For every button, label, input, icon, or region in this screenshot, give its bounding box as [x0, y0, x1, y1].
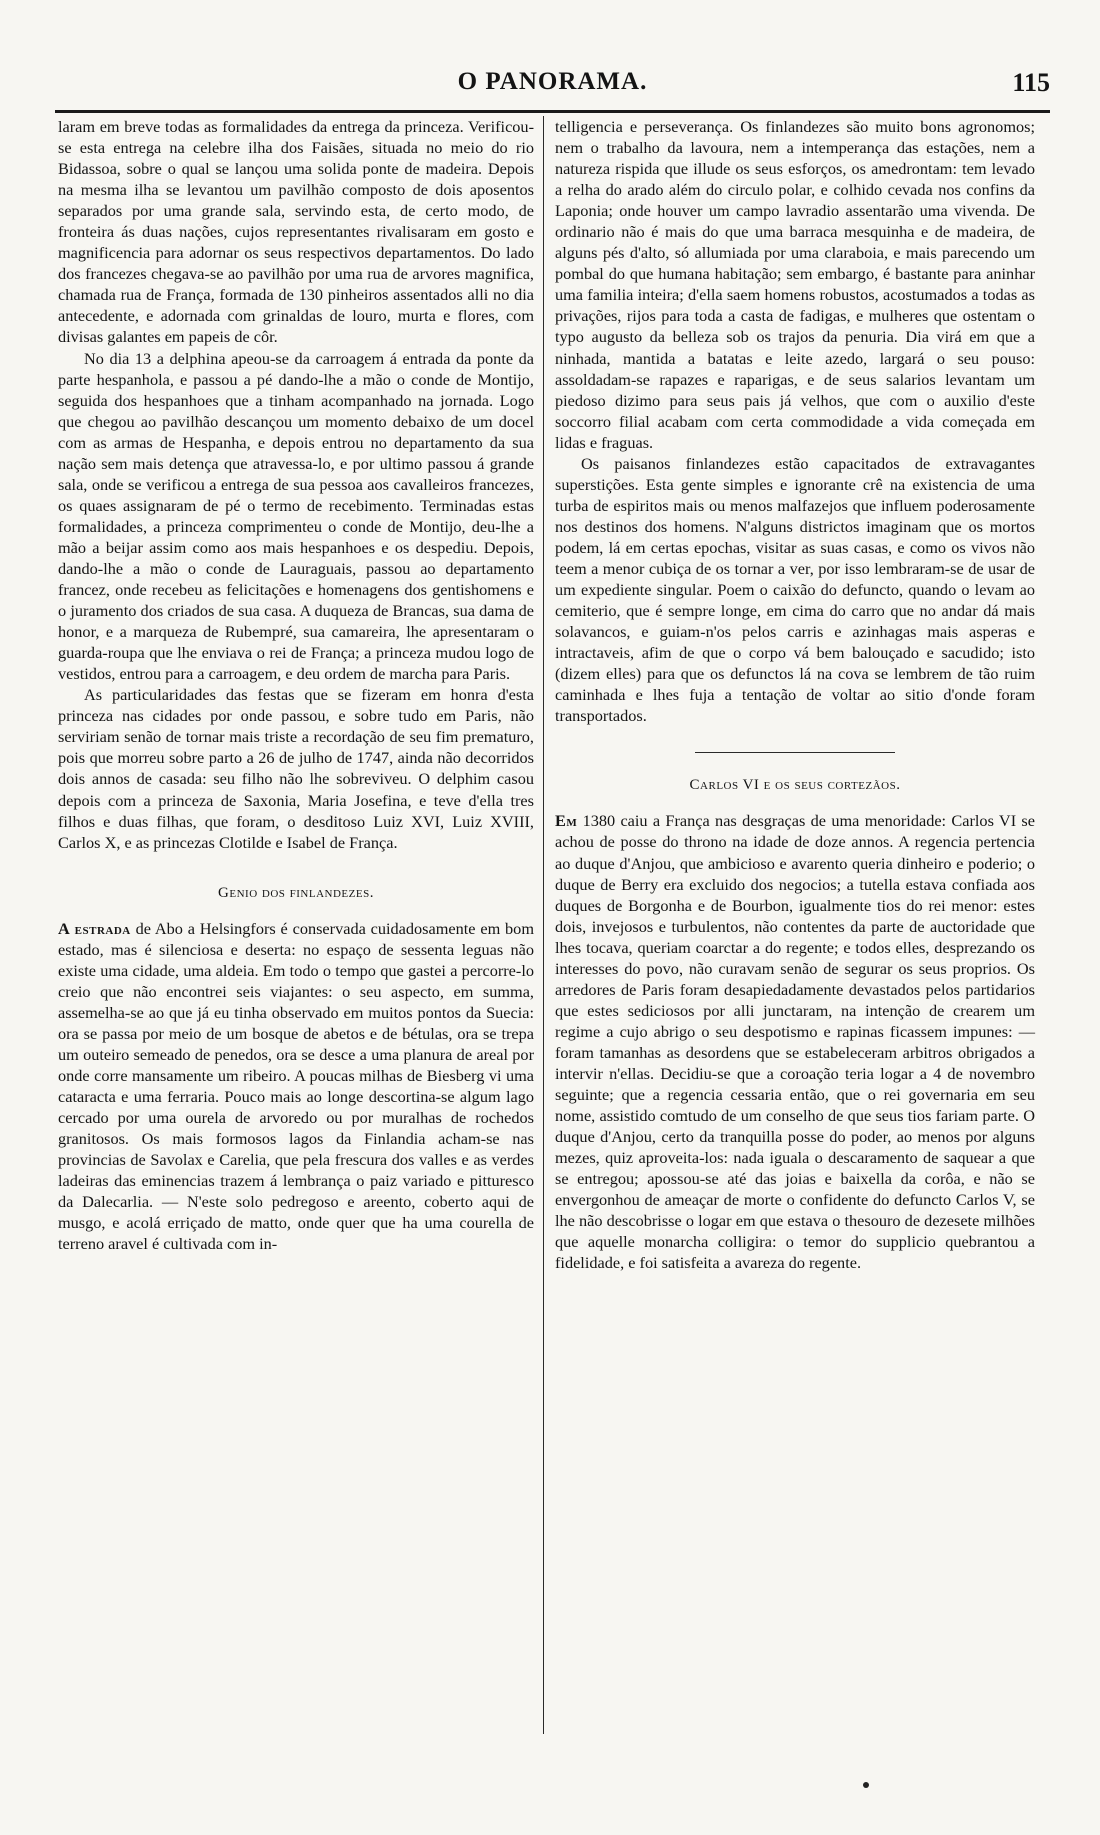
page-title: O PANORAMA.: [457, 68, 648, 95]
header-rule: [55, 110, 1050, 113]
section-heading: [58, 883, 534, 904]
paragraph: [555, 810, 1035, 1273]
running-head: [55, 62, 1050, 102]
paragraph: laram em breve todas as formalidades da entrega da princeza. Verificou-se esta entrega na celebre ilha dos Faisães, situada no meio do rio Bidassoa, sobre o qual se lançou uma solida ponte de madeira. Depois na mesma ilha se levantou um pavilhão composto de dois aposentos separados por uma grande sala, servindo esta, de certo modo, de fronteira ás duas nações, cujos representantes rivalisaram em gosto e magnificencia para adornar os seus respectivos departamentos. Do lado dos francezes chegava-se ao pavilhão por uma rua de arvores magnifica, chamada rua de França, formada de 130 pinheiros assentados alli no dia antecedente, e adornada com grinaldas de louro, murta e flores, com divisas galantes em papeis de côr.: [58, 117, 534, 347]
paragraph: [58, 918, 534, 1255]
section-heading: [555, 775, 1035, 796]
lead-word: A estrada: [58, 918, 131, 938]
page-number: 115: [1012, 68, 1050, 97]
section-divider: [695, 752, 895, 753]
section-heading-initial: C: [689, 777, 701, 794]
paragraph: Os paisanos finlandezes estão capacitados de extravagantes superstições. Esta gente simples e ignorante crê na existencia de uma turba de espiritos mais ou menos malfazejos que influem poderosamente nos destinos dos homens. N'alguns districtos imaginam que os mortos podem, lá em certas epochas, visitar as suas casas, e como os vivos não teem a menor cubiça de os tornar a ver, por isso lembraram-se de usar de um expediente singular. Poem o caixão do defuncto, quando o levam ao cemiterio, que é sempre longe, em cima do carro que no andar dá mais solavancos, e guiam-n'os pelos carris e azinhagas mais asperas e intractaveis, afim de que o corpo vá bem balouçado e sacudido; isto (dizem elles) para que os defunctos lá na cova se lembrem de tão ruim caminhada e lhes fuja a tentação de voltar ao sitio d'onde foram transportados.: [555, 453, 1035, 726]
section-heading-text: arlos VI e os seus cortezãos.: [700, 777, 901, 794]
section-heading-initial: G: [218, 884, 230, 901]
paragraph-text: 1380 caiu a França nas desgraças de uma menoridade: Carlos VI se achou de posse do throno na idade de doze annos. A regencia pertencia ao duque d'Anjou, que ambicioso e avarento queria dinheiro e poderio; o duque de Berry era excluido dos negocios; a tutella estava confiada aos duques de Borgonha e de Bourbon, igualmente tios do rei menor: estes dois, invejosos e turbulentos, não contentes da parte de auctoridade que lhes tocava, queriam coarctar a do regente; e todos elles, desprezando os interesses do povo, não curavam senão de segurar os seus proprios. Os arredores de Paris foram desapiedadamente devastados pelos partidarios que estes sediciosos por alli junctaram, na intenção de crearem um regime a cujo abrigo o seu despotismo e rapinas ficassem impunes: — foram tamanhas as desordens que se estabeleceram arbitros obrigados a intervir n'ellas. Decidiu-se que a coroação teria logar a 4 de novembro seguinte; que a regencia cessaria então, que o rei governaria em seu nome, assistido comtudo de um conselho de que seus tios fariam parte. O duque d'Anjou, certo da tranquilla posse do poder, ao menos por alguns mezes, quiz aproveita-los: nada iguala o descaramento de saquear a que se entregou; apossou-se até das joias e baixella da corôa, e não se envergonhou de ameaçar de morte o confidente do defuncto Carlos V, se lhe não descobrisse o logar em que estava o thesouro de dezesete milhões que aquelle monarcha colligira: o temor do supplicio quebrantou a fidelidade, e foi satisfeita a avareza do regente.: [555, 811, 1035, 1273]
section-heading-text: enio dos finlandezes.: [229, 884, 374, 901]
ornament-dot: [863, 1782, 869, 1788]
lead-word: Em: [555, 811, 578, 831]
left-column: [58, 116, 534, 1254]
paragraph: As particularidades das festas que se fizeram em honra d'esta princeza nas cidades por onde passou, e sobre tudo em Paris, não serviriam senão de tornar mais triste a recordação de seu fim prematuro, pois que morreu sobre parto a 26 de julho de 1747, ainda não decorridos dois annos de casada: seu filho não lhe sobreviveu. O delphim casou depois com a princeza de Saxonia, Maria Josefina, e teve d'ella tres filhos e duas filhas, que foram, o desditoso Luiz XVI, Luiz XVIII, Carlos X, e as princezas Clotilde e Isabel de França.: [58, 685, 534, 852]
paragraph: telligencia e perseverança. Os finlandezes são muito bons agronomos; nem o trabalho da lavoura, nem a intemperança das estações, nem a natureza rispida que illude os seus esforços, os amedrontam: tem levado a relha do arado além do circulo polar, e colhido cevada nos confins da Laponia; onde houver um campo lavradio assentarão uma vivenda. De ordinario não é mais do que uma barraca mesquinha e de madeira, de alguns pés d'alto, só allumiada por uma claraboia, e mais parecendo um pombal do que humana habitação; sem embargo, é bastante para aninhar uma familia inteira; d'ella saem homens robustos, acostumados a todas as privações, rijos para toda a casta de fadigas, e mulheres que ostentam o typo augusto da belleza sob os trajos da penuria. Dia virá em que a ninhada, mantida a batatas e leite azedo, largará o seu pouso: assoldadam-se rapazes e raparigas, e de seus salarios levantam um piedoso dizimo para seus pais já velhos, que com o auxilio d'este soccorro filial acabam com certa commodidade a vida começada em lidas e fraguas.: [555, 117, 1035, 452]
right-column: [555, 116, 1035, 1273]
column-divider: [543, 116, 544, 1734]
paragraph: No dia 13 a delphina apeou-se da carroagem á entrada da ponte da parte hespanhola, e passou a pé dando-lhe a mão o conde de Montijo, seguida dos hespanhoes que a tinham acompanhado na jornada. Logo que chegou ao pavilhão descançou um momento debaixo de um docel com as armas de Hespanha, e depois entrou no departamento da sua nação sem mais detença que atravessa-lo, e por ultimo passou á grande sala, onde se verificou a entrega de sua pessoa aos cavalleiros francezes, os quaes assignaram de pé o termo de recebimento. Terminadas estas formalidades, a princeza comprimenteu o conde de Montijo, deu-lhe a mão a beijar assim como aos mais hespanhoes e os despediu. Depois, dando-lhe a mão o conde de Lauraguais, passou ao departamento francez, onde recebeu as felicitações e homenagens dos gentishomens e o juramento dos criados de sua casa. A duqueza de Brancas, sua dama de honor, e a marqueza de Rubempré, sua camareira, lhe apresentaram o guarda-roupa que lhe enviava o rei de França; a princeza mudou logo de vestidos, entrou para a carroagem, e deu ordem de marcha para Paris.: [58, 348, 534, 684]
paragraph-text: de Abo a Helsingfors é conservada cuidadosamente em bom estado, mas é silenciosa e deserta: no espaço de sessenta leguas não existe uma cidade, uma aldeia. Em todo o tempo que gastei a percorre-lo creio que não encontrei seis viajantes: o seu aspecto, em summa, assemelha-se ao que já eu tinha observado em muitos pontos da Suecia: ora se passa por meio de um bosque de abetos e de bétulas, ora se trepa um outeiro semeado de penedos, ora se desce a uma planura de areal por onde corre mansamente um ribeiro. A poucas milhas de Biesberg vi uma cataracta e uma ferraria. Pouco mais ao longe descortina-se algum lago cercado por uma ourela de arvoredo ou por muralhas de rochedos granitosos. Os mais formosos lagos da Finlandia acham-se nas provincias de Savolax e Carelia, que pela frescura dos valles e as verdes ladeiras das eminencias trazem á lembrança o paiz variado e pitturesco da Dalecarlia. — N'este solo pedregoso e areento, coberto aqui de musgo, e acolá erriçado de matto, onde quer que ha uma courella de terreno aravel é cultivada com in-: [58, 918, 534, 1254]
